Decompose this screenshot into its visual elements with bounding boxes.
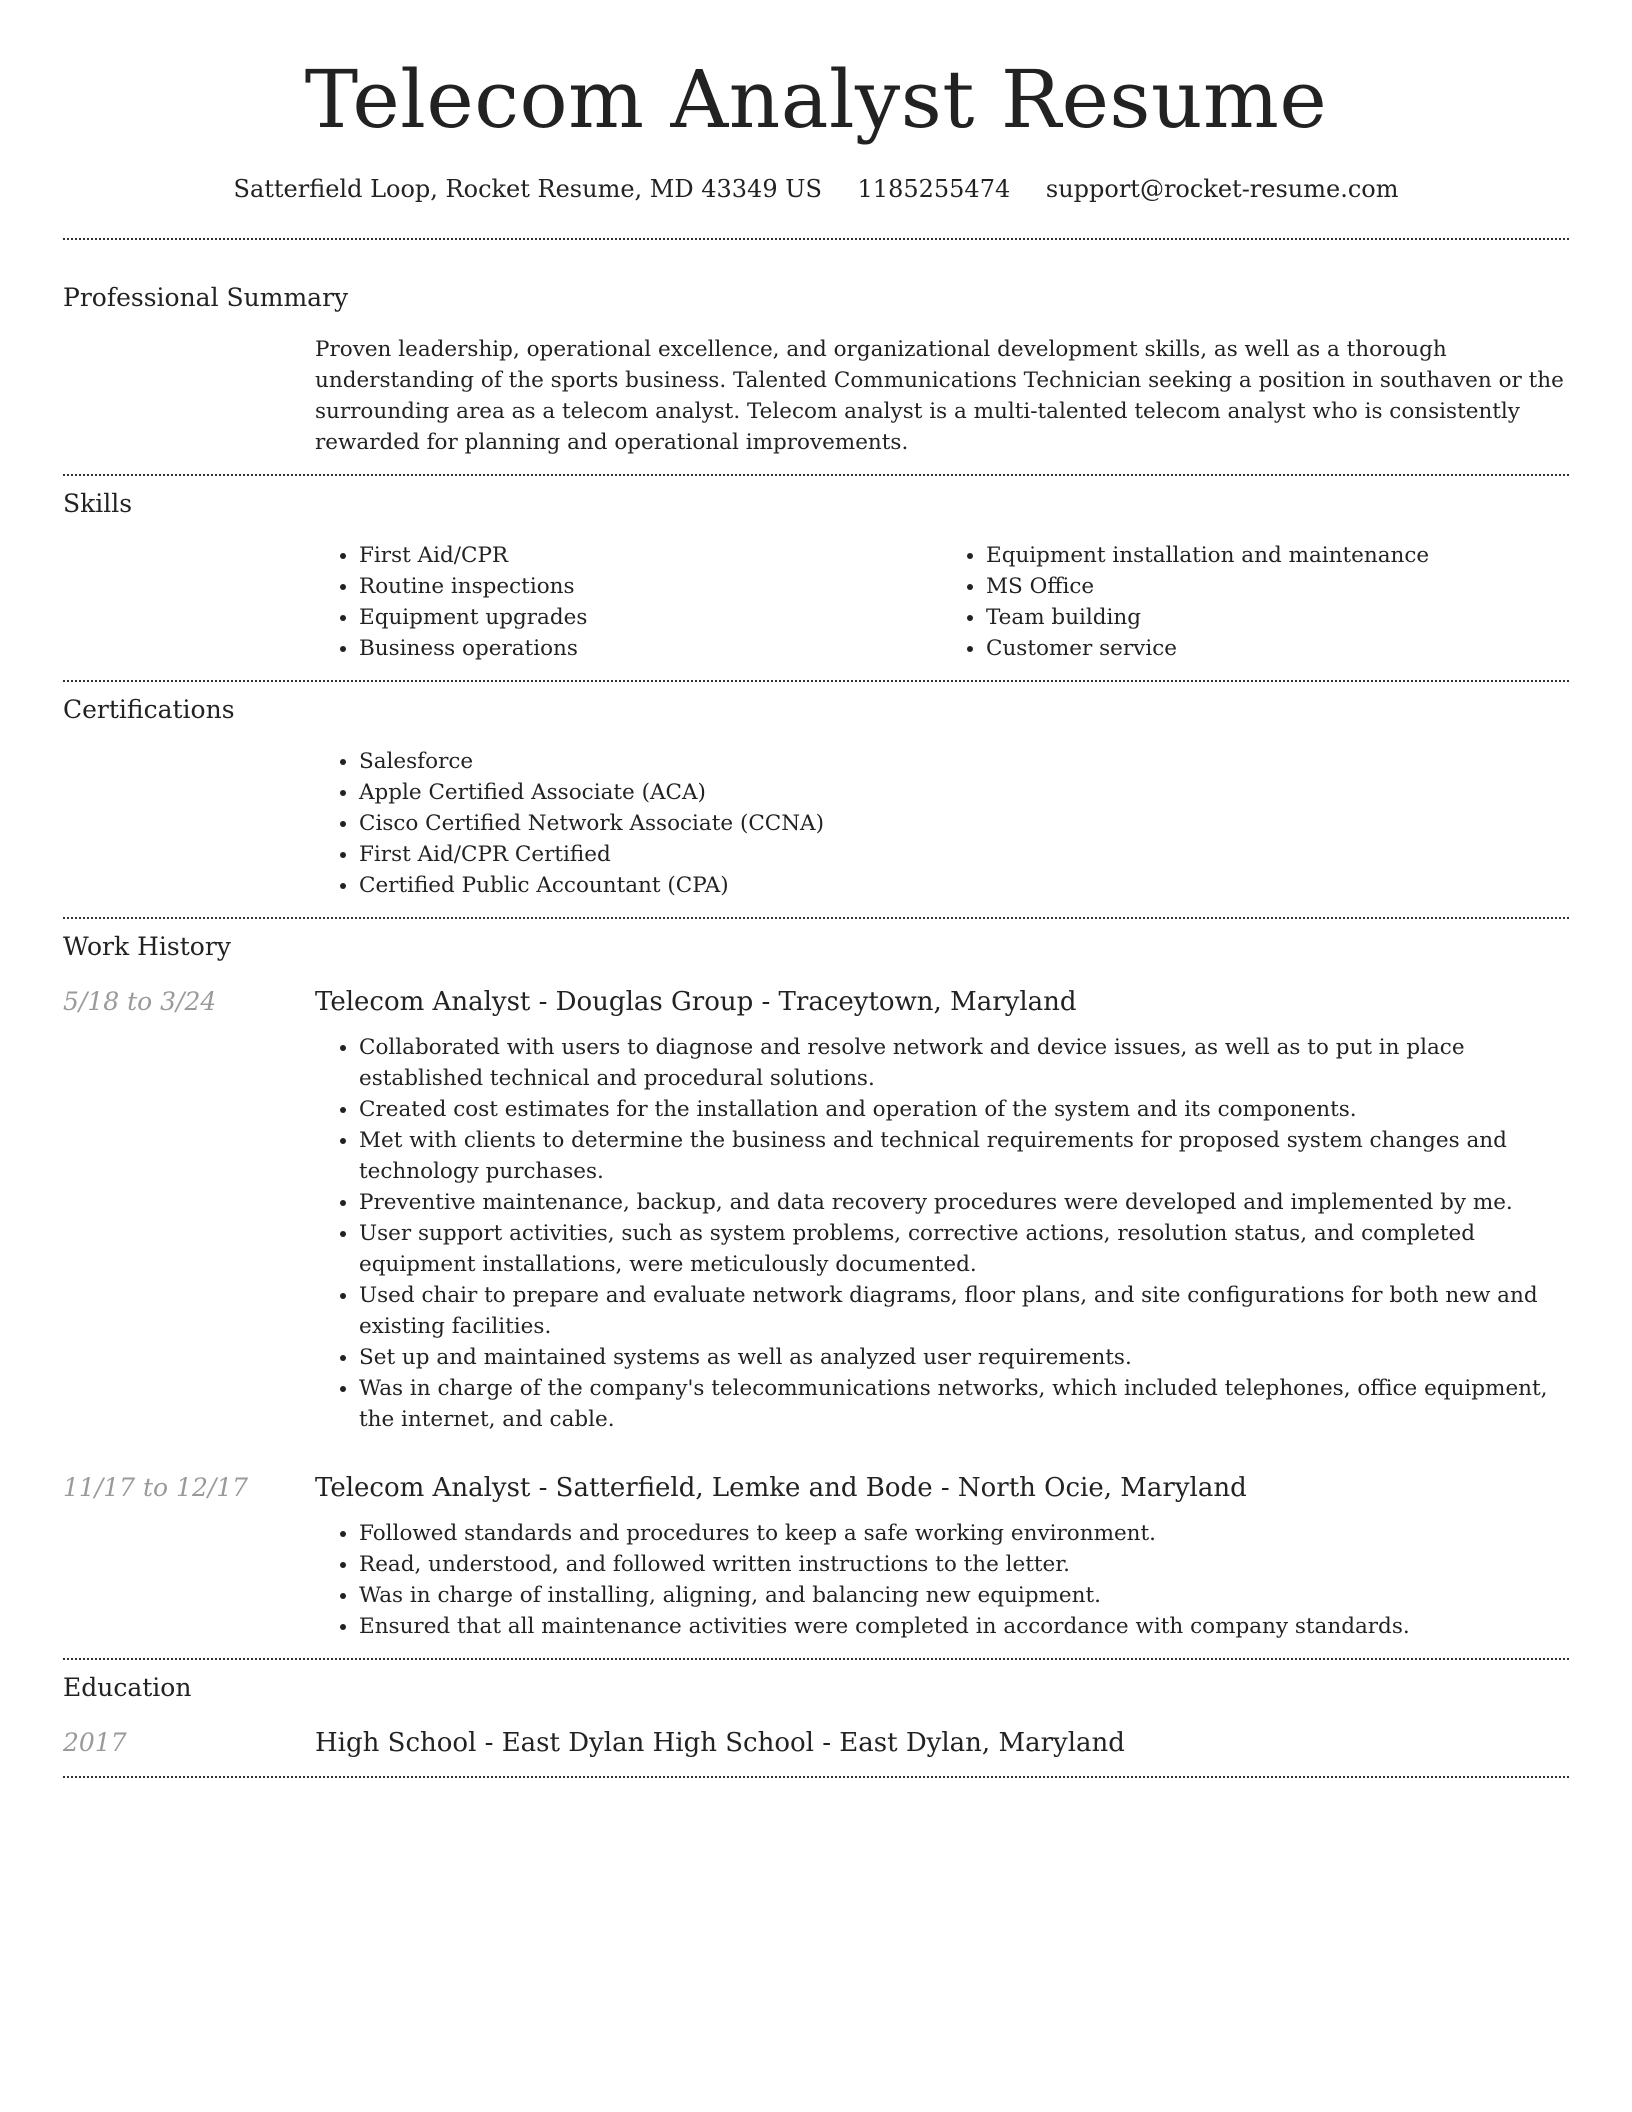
resume-title: Telecom Analyst Resume: [304, 53, 1328, 146]
certification-item: • Apple Certified Associate (ACA): [359, 777, 1569, 808]
job-bullets: [315, 1518, 1569, 1642]
skill-item: • Customer service: [986, 633, 1569, 664]
skills-column-right: [942, 540, 1569, 664]
job-bullet: • Created cost estimates for the installation and operation of the system and its components.: [359, 1094, 1569, 1125]
skill-item: • Team building: [986, 602, 1569, 633]
job-bullet: • Preventive maintenance, backup, and data recovery procedures were developed and implemented by me.: [359, 1187, 1569, 1218]
job-bullet-list: [315, 1032, 1569, 1435]
section-divider: [63, 1776, 1569, 1778]
contact-email: support@rocket-resume.com: [1045, 175, 1399, 203]
education-date: 2017: [63, 1728, 127, 1757]
job-bullet-list: [315, 1518, 1569, 1642]
job-bullet: • User support activities, such as system problems, corrective actions, resolution status, and completed equipment installations, were meticulously documented.: [359, 1218, 1569, 1280]
skill-item: • First Aid/CPR: [359, 540, 942, 571]
job-header: [63, 1471, 1569, 1505]
job-entry: [63, 985, 1569, 1435]
certification-item: • Salesforce: [359, 746, 1569, 777]
certifications-heading: Certifications: [63, 695, 235, 724]
certifications-section: [63, 682, 1569, 901]
job-bullet: • Met with clients to determine the business and technical requirements for proposed system changes and technology purchases.: [359, 1125, 1569, 1187]
summary-text: Proven leadership, operational excellence, and organizational development skills, as well as a thorough understanding of the sports business. Talented Communications Technician seeking a position in southaven or the surrounding area as a telecom analyst. Telecom analyst is a multi-talented telecom analyst who is consistently rewarded for planning and operational improvements.: [315, 337, 1564, 455]
education-title: High School - East Dylan High School - East Dylan, Maryland: [315, 1728, 1125, 1758]
skills-column-left: [315, 540, 942, 664]
job-bullet: • Ensured that all maintenance activities were completed in accordance with company standards.: [359, 1611, 1569, 1642]
job-bullet: • Read, understood, and followed written instructions to the letter.: [359, 1549, 1569, 1580]
summary-heading: Professional Summary: [63, 283, 349, 312]
job-bullet: • Collaborated with users to diagnose and resolve network and device issues, as well as to put in place established technical and procedural solutions.: [359, 1032, 1569, 1094]
job-date: 5/18 to 3/24: [63, 987, 217, 1016]
certification-item: • Certified Public Accountant (CPA): [359, 870, 1569, 901]
contact-line: [63, 172, 1569, 206]
job-bullet: • Was in charge of installing, aligning, and balancing new equipment.: [359, 1580, 1569, 1611]
education-section: [63, 1660, 1569, 1760]
skills-section: [63, 476, 1569, 664]
education-heading: Education: [63, 1673, 192, 1702]
education-entry: [63, 1726, 1569, 1760]
education-header: [63, 1726, 1569, 1760]
summary-content: [315, 334, 1569, 458]
skill-item: • Business operations: [359, 633, 942, 664]
job-bullet: • Followed standards and procedures to keep a safe working environment.: [359, 1518, 1569, 1549]
summary-section: [63, 240, 1569, 458]
certification-item: • First Aid/CPR Certified: [359, 839, 1569, 870]
job-title: Telecom Analyst - Douglas Group - Traceytown, Maryland: [315, 987, 1077, 1017]
job-entry: [63, 1471, 1569, 1642]
skill-item: • MS Office: [986, 571, 1569, 602]
job-date: 11/17 to 12/17: [63, 1473, 249, 1502]
work-history-heading: Work History: [63, 932, 231, 961]
certification-item: • Cisco Certified Network Associate (CCNA): [359, 808, 1569, 839]
skill-item: • Routine inspections: [359, 571, 942, 602]
skill-item: • Equipment upgrades: [359, 602, 942, 633]
job-bullet: • Was in charge of the company's telecommunications networks, which included telephones, office equipment, the internet, and cable.: [359, 1373, 1569, 1435]
contact-address: Satterfield Loop, Rocket Resume, MD 43349 US: [233, 175, 822, 203]
job-bullet: • Set up and maintained systems as well as analyzed user requirements.: [359, 1342, 1569, 1373]
certifications-list: [315, 746, 1569, 901]
job-bullet: • Used chair to prepare and evaluate network diagrams, floor plans, and site configurations for both new and existing facilities.: [359, 1280, 1569, 1342]
skills-list: [315, 540, 1569, 664]
job-header: [63, 985, 1569, 1019]
skill-item: • Equipment installation and maintenance: [986, 540, 1569, 571]
resume-header: [63, 0, 1569, 206]
job-title: Telecom Analyst - Satterfield, Lemke and Bode - North Ocie, Maryland: [315, 1473, 1247, 1503]
certifications-content: [315, 746, 1569, 901]
contact-phone: 1185255474: [857, 175, 1011, 203]
job-bullets: [315, 1032, 1569, 1435]
skills-heading: Skills: [63, 489, 133, 518]
work-history-section: [63, 919, 1569, 1642]
